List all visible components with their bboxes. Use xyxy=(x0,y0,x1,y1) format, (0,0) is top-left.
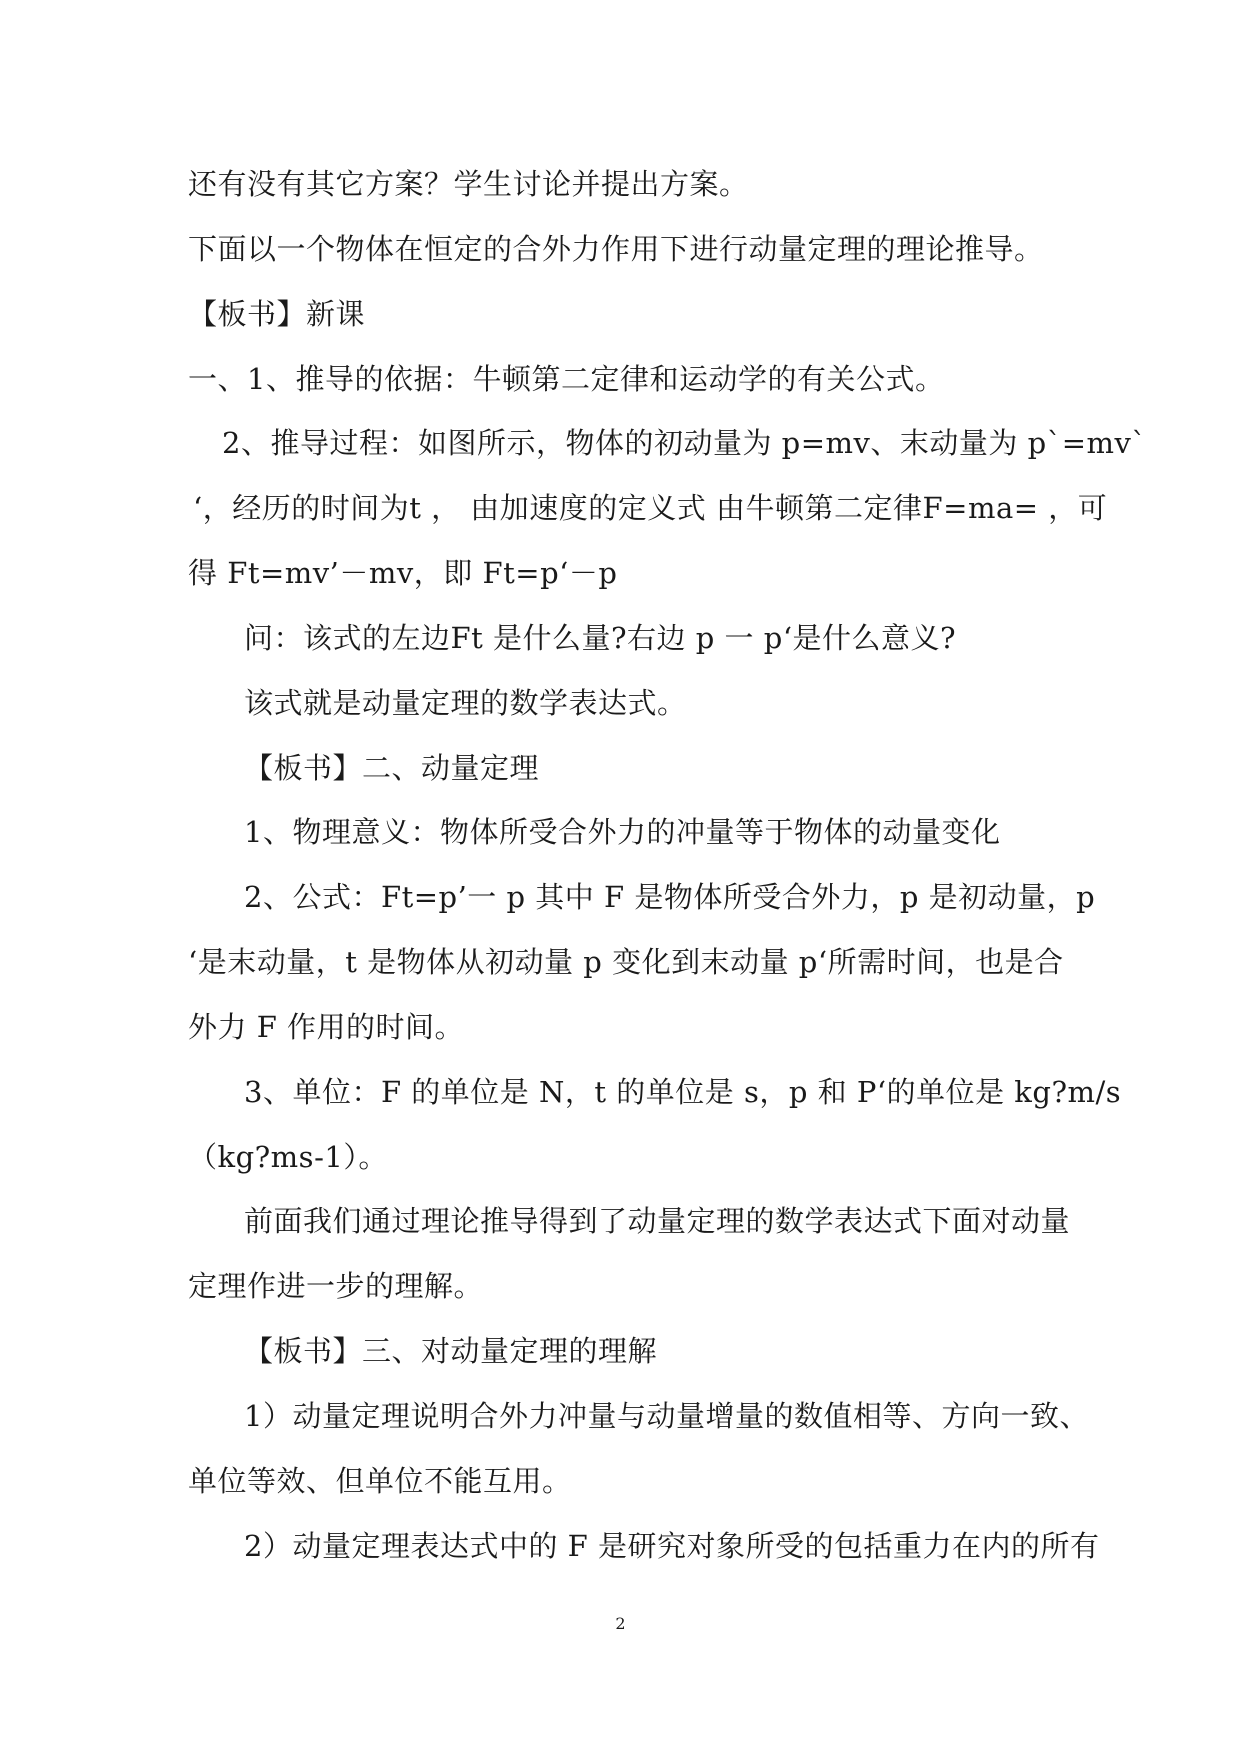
text-line: 得 Ft=mv’－mv，即 Ft=p‘－p xyxy=(188,556,618,590)
text-line: 定理作进一步的理解。 xyxy=(188,1269,484,1303)
text-line: 该式就是动量定理的数学表达式。 xyxy=(244,686,687,720)
text-line: 2、公式：Ft=p’一 p 其中 F 是物体所受合外力，p 是初动量，p xyxy=(244,880,1096,914)
text-line: 一、1、推导的依据：牛顿第二定律和运动学的有关公式。 xyxy=(188,362,945,396)
text-line: 1）动量定理说明合外力冲量与动量增量的数值相等、方向一致、 xyxy=(244,1399,1089,1433)
text-line: 1、物理意义：物体所受合外力的冲量等于物体的动量变化 xyxy=(244,815,1001,849)
text-line: ‘是末动量，t 是物体从初动量 p 变化到末动量 p‘所需时间，也是合 xyxy=(188,945,1064,979)
text-line: 2）动量定理表达式中的 F 是研究对象所受的包括重力在内的所有 xyxy=(244,1529,1100,1563)
text-line: 单位等效、但单位不能互用。 xyxy=(188,1464,572,1498)
text-line: （kg?ms-1）。 xyxy=(188,1140,388,1174)
text-line: 【板书】新课 xyxy=(188,297,366,331)
text-line: 【板书】三、对动量定理的理解 xyxy=(244,1334,658,1368)
text-line: ‘，经历的时间为t ， 由加速度的定义式 由牛顿第二定律F=ma= ，可 xyxy=(193,491,1108,525)
text-line: 2、推导过程：如图所示，物体的初动量为 p=mv、末动量为 p`=mv` xyxy=(222,426,1147,460)
text-line: 问：该式的左边Ft 是什么量?右边 p 一 p‘是什么意义? xyxy=(244,621,957,655)
text-line: 3、单位：F 的单位是 N，t 的单位是 s，p 和 P‘的单位是 kg?m/s xyxy=(244,1075,1122,1109)
text-line: 前面我们通过理论推导得到了动量定理的数学表达式下面对动量 xyxy=(244,1204,1071,1238)
text-line: 【板书】二、动量定理 xyxy=(244,751,540,785)
text-line: 外力 F 作用的时间。 xyxy=(188,1010,465,1044)
page-number: 2 xyxy=(615,1614,626,1633)
text-line: 下面以一个物体在恒定的合外力作用下进行动量定理的理论推导。 xyxy=(188,232,1044,266)
text-line: 还有没有其它方案？学生讨论并提出方案。 xyxy=(188,167,749,201)
